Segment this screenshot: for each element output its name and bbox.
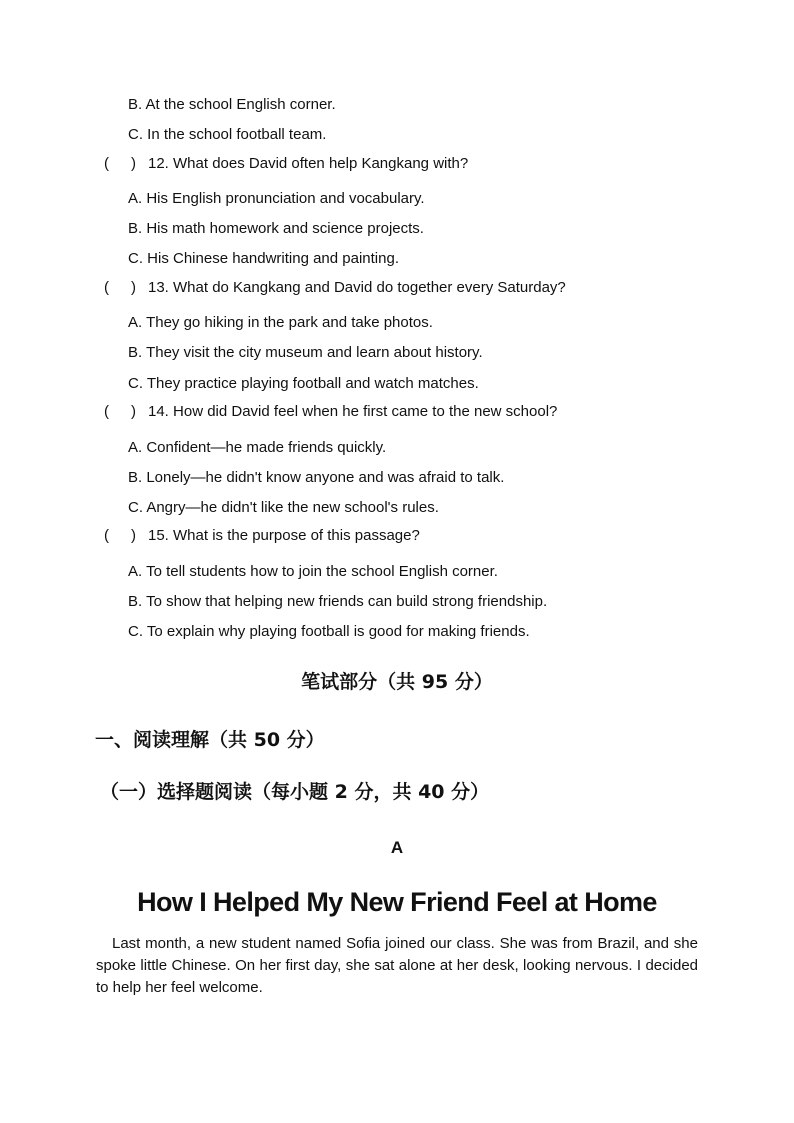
answer-blank: ( )	[104, 279, 136, 296]
q14-option-c: C. Angry—he didn't like the new school's rules.	[128, 499, 439, 516]
q11-option-b: B. At the school English corner.	[128, 96, 336, 113]
question-14	[104, 403, 557, 420]
question-text: 15. What is the purpose of this passage?	[148, 527, 420, 544]
q12-option-b: B. His math homework and science projects.	[128, 220, 424, 237]
reading-comprehension-heading: 一、阅读理解（共 50 分）	[95, 729, 325, 751]
q12-option-c: C. His Chinese handwriting and painting.	[128, 250, 399, 267]
question-text: 13. What do Kangkang and David do together every Saturday?	[148, 279, 566, 296]
q14-option-a: A. Confident—he made friends quickly.	[128, 439, 387, 456]
q13-option-b: B. They visit the city museum and learn about history.	[128, 344, 483, 361]
question-13	[104, 279, 566, 296]
q14-option-b: B. Lonely—he didn't know anyone and was afraid to talk.	[128, 469, 505, 486]
q15-option-a: A. To tell students how to join the school English corner.	[128, 563, 498, 580]
q13-option-a: A. They go hiking in the park and take photos.	[128, 314, 433, 331]
q11-option-c: C. In the school football team.	[128, 126, 327, 143]
q12-option-a: A. His English pronunciation and vocabulary.	[128, 190, 425, 207]
question-text: 12. What does David often help Kangkang with?	[148, 155, 469, 172]
multiple-choice-reading-heading: （一）选择题阅读（每小题 2 分，共 40 分）	[100, 781, 490, 803]
answer-blank: ( )	[104, 527, 136, 544]
q15-option-c: C. To explain why playing football is good for making friends.	[128, 623, 530, 640]
passage-label: A	[390, 838, 404, 857]
passage-title: How I Helped My New Friend Feel at Home	[137, 887, 657, 917]
written-section-heading: 笔试部分（共 95 分）	[301, 671, 493, 693]
question-12	[104, 155, 468, 172]
answer-blank: ( )	[104, 155, 136, 172]
q15-option-b: B. To show that helping new friends can build strong friendship.	[128, 593, 548, 610]
q13-option-c: C. They practice playing football and watch matches.	[128, 375, 479, 392]
question-text: 14. How did David feel when he first came to the new school?	[148, 403, 558, 420]
answer-blank: ( )	[104, 403, 136, 420]
question-15	[104, 527, 420, 544]
passage-paragraph: Last month, a new student named Sofia joined our class. She was from Brazil, and she spoke little Chinese. On her first day, she sat alone at her desk, looking nervous. I decided to help her feel welcome.	[96, 935, 698, 996]
